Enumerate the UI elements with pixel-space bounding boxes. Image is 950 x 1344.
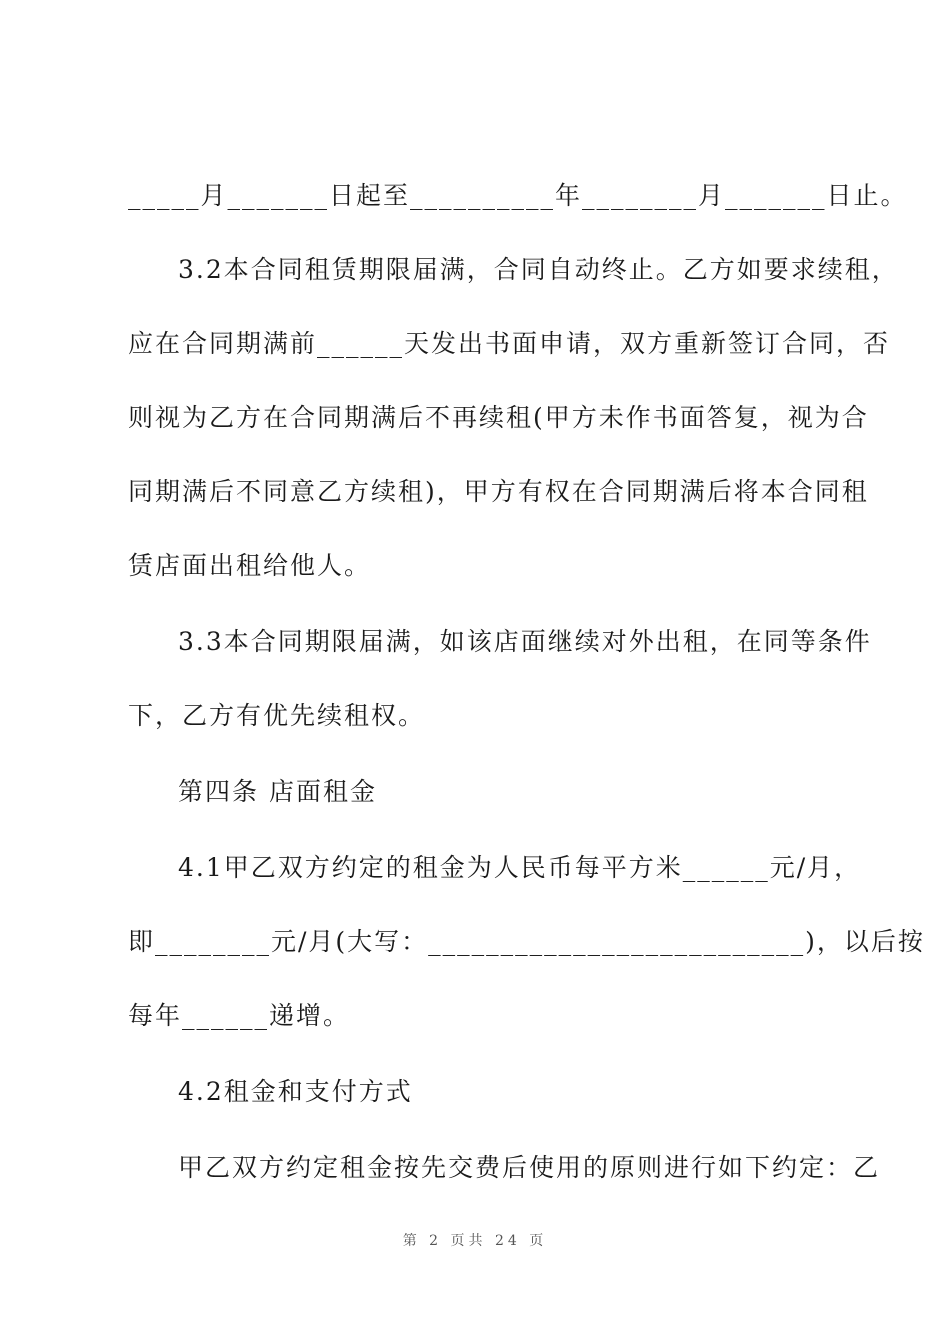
text-line: 应在合同期满前______天发出书面申请，双方重新签订合同，否: [128, 329, 891, 358]
article-heading: 第四条 店面租金: [178, 777, 377, 806]
text-line: 即________元/月(大写：__________________________)，以后按: [128, 927, 925, 956]
text-line: 每年______递增。: [128, 1001, 351, 1030]
clause-4-1: 4.1甲乙双方约定的租金为人民币每平方米______元/月，: [178, 853, 862, 882]
clause-3-2: 3.2本合同租赁期限届满，合同自动终止。乙方如要求续租，: [178, 255, 899, 284]
text-line: 赁店面出租给他人。: [128, 551, 372, 580]
text-line: 甲乙双方约定租金按先交费后使用的原则进行如下约定：乙: [178, 1153, 881, 1182]
text-line: _____月_______日起至__________年________月_______日止。: [128, 181, 908, 210]
clause-3-3: 3.3本合同期限届满，如该店面继续对外出租，在同等条件: [178, 627, 872, 656]
text-line: 同期满后不同意乙方续租)，甲方有权在合同期满后将本合同租: [128, 477, 869, 506]
text-line: 下，乙方有优先续租权。: [128, 701, 426, 730]
text-line: 则视为乙方在合同期满后不再续租(甲方未作书面答复，视为合: [128, 403, 869, 432]
page-number-footer: 第 2 页共 24 页: [402, 1233, 548, 1249]
clause-4-2: 4.2租金和支付方式: [178, 1077, 413, 1106]
